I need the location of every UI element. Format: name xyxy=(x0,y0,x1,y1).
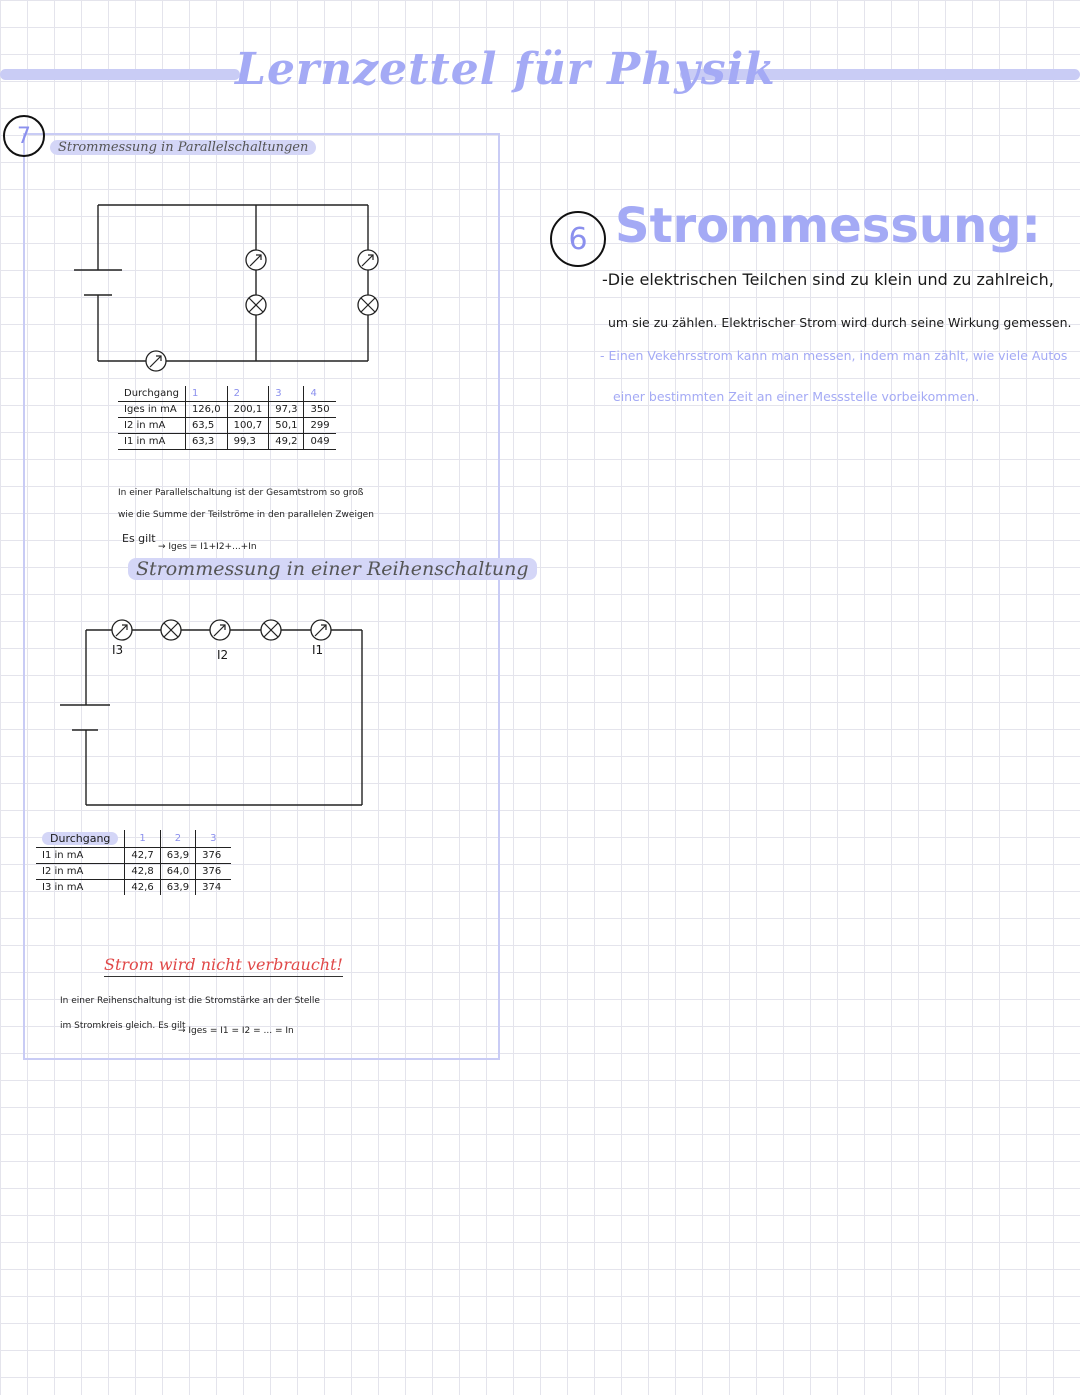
lamp-icon xyxy=(358,295,378,315)
table-cell: 126,0 xyxy=(185,402,227,418)
parallel-note-line2: wie die Summe der Teilströme in den parallelen Zweigen xyxy=(118,510,374,520)
table-row xyxy=(36,880,231,896)
lamp-icon xyxy=(161,620,181,640)
ammeter-icon xyxy=(311,620,331,640)
table-cell: 350 xyxy=(310,404,330,415)
table-cell: 42,6 xyxy=(125,880,160,896)
series-note-line1: In einer Reihenschaltung ist die Stromstärke an der Stelle xyxy=(60,996,320,1006)
section7-number: 7 xyxy=(3,115,45,157)
table-header-cell: Durchgang xyxy=(118,386,185,402)
table-cell: 64,0 xyxy=(160,864,195,880)
table-cell: 63,9 xyxy=(160,880,195,896)
table-cell: I3 in mA xyxy=(36,880,125,896)
table-row xyxy=(36,864,231,880)
table-cell: 200,1 xyxy=(227,402,269,418)
lamp-icon xyxy=(261,620,281,640)
section6-text-line2: um sie zu zählen. Elektrischer Strom wird durch seine Wirkung gemessen. xyxy=(608,315,1072,330)
series-heading: Strommessung in einer Reihenschaltung xyxy=(128,558,537,580)
series-circuit-diagram xyxy=(55,615,375,815)
ammeter-icon xyxy=(112,620,132,640)
series-note-line2: im Stromkreis gleich. Es gilt xyxy=(60,1021,186,1031)
ammeter-icon xyxy=(210,620,230,640)
series-table-header-label: Durchgang xyxy=(42,832,118,845)
table-cell: I2 in mA xyxy=(36,864,125,880)
series-label-i1: I1 xyxy=(312,643,324,657)
table-cell: 50,1 xyxy=(269,418,304,434)
table-cell: 049 xyxy=(310,436,330,447)
table-cell: 42,7 xyxy=(125,848,160,864)
series-label-i3: I3 xyxy=(112,643,124,657)
table-header-cell: 4 xyxy=(310,388,317,399)
series-measurement-table xyxy=(36,830,231,895)
table-header-cell: 3 xyxy=(269,386,304,402)
table-cell: I2 in mA xyxy=(118,418,185,434)
table-cell: 63,5 xyxy=(185,418,227,434)
table-header-cell: 2 xyxy=(160,830,195,848)
parallel-measurement-table xyxy=(118,386,336,450)
table-cell: I1 in mA xyxy=(36,848,125,864)
series-formula: → Iges = I1 = I2 = ... = In xyxy=(178,1026,294,1036)
parallel-note-line3: Es gilt xyxy=(122,532,156,545)
table-cell: 63,3 xyxy=(185,434,227,450)
table-header-cell: 1 xyxy=(125,830,160,848)
table-cell: 97,3 xyxy=(269,402,304,418)
table-header-cell: 1 xyxy=(185,386,227,402)
table-row xyxy=(118,434,336,450)
table-cell: 376 xyxy=(202,850,222,861)
table-header-row xyxy=(118,386,336,402)
section7-heading: Strommessung in Parallelschaltungen xyxy=(50,140,316,155)
table-cell: 100,7 xyxy=(227,418,269,434)
ammeter-icon xyxy=(358,250,378,270)
series-warning: Strom wird nicht verbraucht! xyxy=(104,955,343,977)
section6-text-line1: -Die elektrischen Teilchen sind zu klein und zu zahlreich, xyxy=(602,270,1054,289)
lamp-icon xyxy=(246,295,266,315)
section6-number: 6 xyxy=(550,211,606,267)
series-label-i2: I2 xyxy=(217,648,229,662)
section6-text-line4: einer bestimmten Zeit an einer Messstelle vorbeikommen. xyxy=(613,389,980,404)
table-cell: 42,8 xyxy=(125,864,160,880)
table-header-cell xyxy=(36,830,125,848)
table-cell: 299 xyxy=(310,420,330,431)
parallel-note-line1: In einer Parallelschaltung ist der Gesamtstrom so groß xyxy=(118,488,364,498)
page-title: Lernzettel für Physik xyxy=(235,44,776,95)
table-row xyxy=(118,418,336,434)
table-header-cell: 2 xyxy=(227,386,269,402)
table-cell: 376 xyxy=(202,866,222,877)
section6-text-line3: - Einen Vekehrsstrom kann man messen, indem man zählt, wie viele Autos xyxy=(600,348,1068,363)
table-cell: I1 in mA xyxy=(118,434,185,450)
section6-heading: Strommessung: xyxy=(615,198,1041,254)
table-header-cell: 3 xyxy=(210,833,217,844)
parallel-formula: → Iges = I1+I2+...+In xyxy=(158,542,257,552)
table-cell: 374 xyxy=(202,882,222,893)
ammeter-icon xyxy=(246,250,266,270)
table-cell: 49,2 xyxy=(269,434,304,450)
ammeter-icon xyxy=(146,351,166,371)
table-cell: 99,3 xyxy=(227,434,269,450)
title-underline-left xyxy=(0,69,240,80)
table-cell: 63,9 xyxy=(160,848,195,864)
table-cell: Iges in mA xyxy=(118,402,185,418)
parallel-circuit-diagram xyxy=(60,195,400,375)
table-header-row xyxy=(36,830,231,848)
table-row xyxy=(36,848,231,864)
table-row xyxy=(118,402,336,418)
